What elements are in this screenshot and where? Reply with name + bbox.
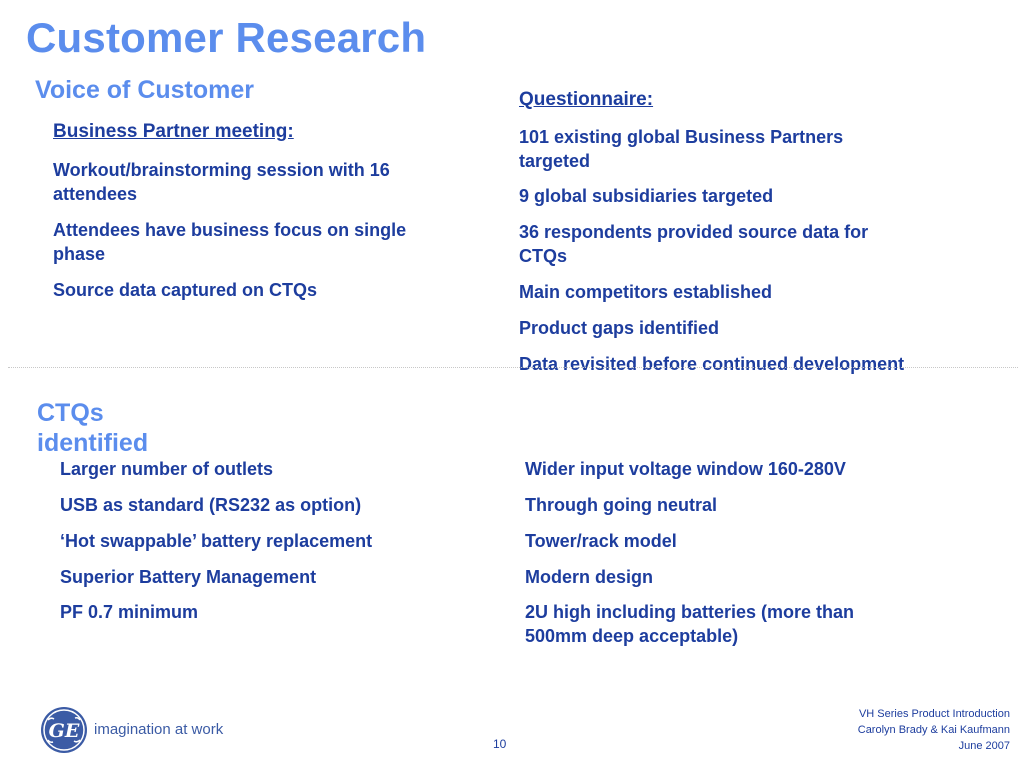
list-item: Through going neutral (525, 495, 717, 515)
list-item: Workout/brainstorming session with 16 attendees (53, 160, 390, 204)
ctqs-title (37, 398, 148, 458)
ge-monogram-icon (40, 706, 88, 754)
svg-text:GE: GE (48, 720, 80, 742)
footer-line3: June 2007 (958, 740, 1010, 752)
list-item: Main competitors established (519, 282, 773, 302)
questionnaire-heading: Questionnaire: (519, 89, 654, 110)
list-item: Product gaps identified (519, 318, 720, 338)
list-item: 101 existing global Business Partners targeted (519, 127, 844, 171)
list-item: USB as standard (RS232 as option) (60, 495, 362, 515)
footer-line1: VH Series Product Introduction (858, 708, 1010, 720)
list-item: ‘Hot swappable’ battery replacement (60, 531, 373, 551)
footer-info (858, 706, 1010, 754)
ctqs-title-line1: CTQs (37, 399, 104, 427)
list-item: Tower/rack model (525, 531, 677, 551)
list-item: 2U high including batteries (more than 500mm deep acceptable) (525, 602, 855, 646)
list-item: 36 respondents provided source data for CTQs (519, 222, 869, 266)
list-item: Superior Battery Management (60, 567, 317, 587)
section-divider (8, 367, 1018, 368)
list-item: Attendees have business focus on single phase (53, 220, 407, 264)
list-item: Source data captured on CTQs (53, 280, 318, 300)
business-partner-heading: Business Partner meeting: (53, 121, 294, 142)
list-item: 9 global subsidiaries targeted (519, 186, 774, 206)
slide-subtitle: Voice of Customer (35, 76, 255, 104)
page-number: 10 (493, 737, 507, 751)
list-item: Modern design (525, 567, 654, 587)
list-item: PF 0.7 minimum (60, 602, 199, 622)
list-item: Data revisited before continued development (519, 354, 905, 374)
list-item: Wider input voltage window 160-280V (525, 459, 846, 479)
ctqs-title-line2: identified (37, 429, 149, 457)
list-item: Larger number of outlets (60, 459, 274, 479)
slide-title: Customer Research (26, 14, 427, 61)
footer-line2: Carolyn Brady & Kai Kaufmann (857, 724, 1010, 736)
logo-tagline: imagination at work (94, 721, 224, 738)
